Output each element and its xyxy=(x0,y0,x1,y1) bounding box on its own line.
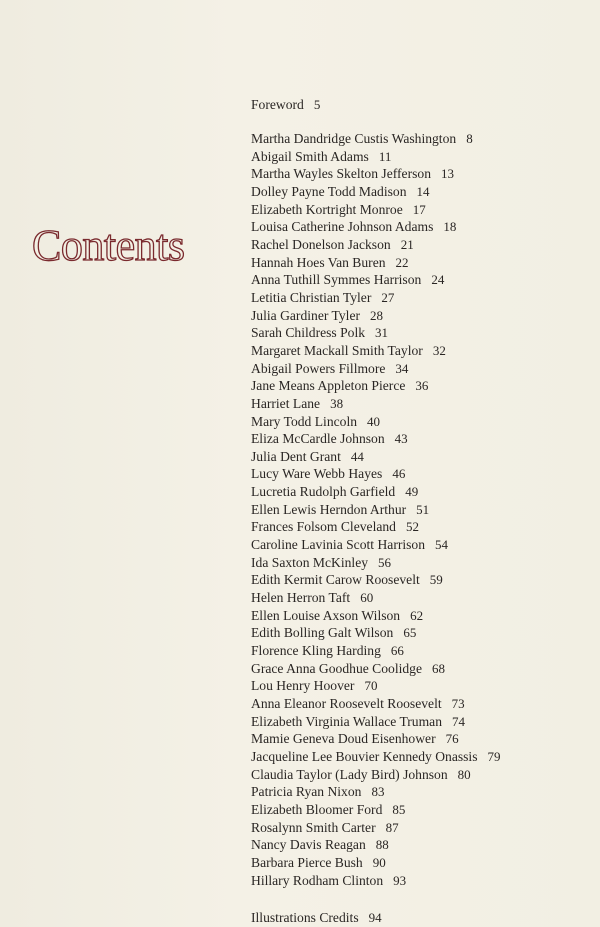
entry-name: Helen Herron Taft xyxy=(251,590,351,606)
toc-entry xyxy=(251,148,501,166)
entry-page-number: 34 xyxy=(395,360,409,376)
entry-page-number: 38 xyxy=(330,395,344,411)
entry-name: Nancy Davis Reagan xyxy=(251,837,366,853)
entry-name: Jacqueline Lee Bouvier Kennedy Onassis xyxy=(251,748,478,764)
entry-name: Claudia Taylor (Lady Bird) Johnson xyxy=(251,766,448,782)
entry-page-number: 79 xyxy=(487,748,501,764)
entry-page-number: 83 xyxy=(371,784,385,800)
toc-entry xyxy=(251,413,501,431)
toc-entry xyxy=(251,430,501,448)
toc-entry xyxy=(251,730,501,748)
entry-name: Lucy Ware Webb Hayes xyxy=(251,466,383,482)
contents-list xyxy=(251,130,501,889)
entry-name: Hillary Rodham Clinton xyxy=(251,872,384,888)
entry-name: Abigail Powers Fillmore xyxy=(251,360,386,376)
toc-entry xyxy=(251,254,501,272)
entry-page-number: 87 xyxy=(385,819,399,835)
entry-page-number: 73 xyxy=(451,696,465,711)
entry-name: Rachel Donelson Jackson xyxy=(251,236,391,252)
entry-page-number: 88 xyxy=(375,837,389,853)
entry-name: Martha Dandridge Custis Washington xyxy=(251,131,457,146)
toc-entry xyxy=(251,218,501,236)
toc-entry xyxy=(251,130,501,148)
toc-entry xyxy=(251,342,501,360)
entry-name: Elizabeth Bloomer Ford xyxy=(251,801,383,817)
entry-page-number: 43 xyxy=(394,431,408,447)
entry-name: Lucretia Rudolph Garfield xyxy=(251,484,396,500)
entry-title: Foreword xyxy=(251,97,304,112)
toc-entry xyxy=(251,448,501,466)
entry-name: Rosalynn Smith Carter xyxy=(251,819,376,835)
entry-page-number: 22 xyxy=(395,254,409,270)
entry-page-number: 14 xyxy=(416,183,430,199)
entry-page-number: 85 xyxy=(392,801,406,817)
entry-name: Jane Means Appleton Pierce xyxy=(251,378,406,394)
entry-page-number: 56 xyxy=(378,554,392,570)
toc-entry xyxy=(251,501,501,519)
entry-page-number: 46 xyxy=(392,466,406,482)
entry-page-number: 11 xyxy=(378,148,392,164)
entry-page-number: 59 xyxy=(429,572,443,588)
entry-name: Ellen Lewis Herndon Arthur xyxy=(251,501,407,517)
toc-entry xyxy=(251,624,501,642)
entry-name: Anna Tuthill Symmes Harrison xyxy=(251,272,422,288)
entry-page-number: 44 xyxy=(350,448,364,464)
toc-entry xyxy=(251,518,501,536)
entry-name: Abigail Smith Adams xyxy=(251,148,369,164)
entry-page-number: 60 xyxy=(360,590,374,606)
entry-name: Sarah Childress Polk xyxy=(251,325,366,341)
toc-entry xyxy=(251,571,501,589)
entry-page-number: 65 xyxy=(403,625,417,641)
entry-page-number: 40 xyxy=(367,413,381,429)
entry-name: Louisa Catherine Johnson Adams xyxy=(251,219,434,235)
entry-name: Letitia Christian Tyler xyxy=(251,289,372,305)
toc-entry xyxy=(251,713,501,731)
entry-name: Hannah Hoes Van Buren xyxy=(251,254,386,270)
toc-entry xyxy=(251,783,501,801)
toc-entry xyxy=(251,748,501,766)
entry-page-number: 90 xyxy=(372,854,386,870)
entry-page-number: 31 xyxy=(375,325,389,341)
toc-entry xyxy=(251,183,501,201)
entry-name: Anna Eleanor Roosevelt Roosevelt xyxy=(251,696,442,711)
entry-name: Ellen Louise Axson Wilson xyxy=(251,607,401,623)
entry-name: Edith Kermit Carow Roosevelt xyxy=(251,572,420,588)
toc-entry xyxy=(251,554,501,572)
entry-page-number: 74 xyxy=(452,713,466,729)
entry-page-number: 66 xyxy=(390,643,404,659)
entry-page-number: 5 xyxy=(313,97,321,112)
entry-name: Julia Dent Grant xyxy=(251,448,341,464)
entry-name: Lou Henry Hoover xyxy=(251,678,355,694)
entry-name: Julia Gardiner Tyler xyxy=(251,307,361,323)
toc-entry xyxy=(251,607,501,625)
entry-title: Illustrations Credits xyxy=(251,910,359,925)
contents-heading: Contents xyxy=(32,221,185,270)
entry-page-number: 80 xyxy=(457,766,471,782)
toc-entry xyxy=(251,289,501,307)
entry-name: Caroline Lavinia Scott Harrison xyxy=(251,537,426,553)
toc-entry xyxy=(251,801,501,819)
entry-page-number: 8 xyxy=(466,131,473,146)
entry-page-number: 68 xyxy=(432,660,446,676)
entry-page-number: 62 xyxy=(410,607,424,623)
entry-page-number: 13 xyxy=(441,166,454,182)
toc-entry xyxy=(251,695,501,713)
toc-entry xyxy=(251,819,501,837)
toc-entry xyxy=(251,324,501,342)
entry-page-number: 36 xyxy=(415,378,429,394)
entry-name: Eliza McCardle Johnson xyxy=(251,431,385,447)
toc-entry xyxy=(251,766,501,784)
entry-name: Ida Saxton McKinley xyxy=(251,554,369,570)
toc-entry xyxy=(251,465,501,483)
toc-entry xyxy=(251,836,501,854)
entry-page-number: 24 xyxy=(431,272,445,288)
entry-page-number: 32 xyxy=(432,342,446,358)
toc-entry xyxy=(251,642,501,660)
entry-page-number: 93 xyxy=(393,872,407,888)
entry-name: Patricia Ryan Nixon xyxy=(251,784,362,800)
entry-page-number: 49 xyxy=(405,484,419,500)
entry-page-number: 21 xyxy=(400,236,414,252)
toc-entry xyxy=(251,307,501,325)
toc-entry xyxy=(251,165,501,183)
toc-entry xyxy=(251,360,501,378)
entry-name: Frances Folsom Cleveland xyxy=(251,519,396,535)
entry-name: Grace Anna Goodhue Coolidge xyxy=(251,660,423,676)
entry-page-number: 76 xyxy=(445,731,459,747)
toc-entry xyxy=(251,395,501,413)
entry-page-number: 54 xyxy=(435,537,449,553)
entry-page-number: 17 xyxy=(412,201,426,217)
toc-entry xyxy=(251,660,501,678)
entry-page-number: 27 xyxy=(381,289,395,305)
toc-entry xyxy=(251,536,501,554)
entry-page-number: 94 xyxy=(368,910,382,925)
entry-name: Barbara Pierce Bush xyxy=(251,854,363,870)
entry-page-number: 51 xyxy=(416,501,430,517)
toc-entry xyxy=(251,589,501,607)
entry-name: Florence Kling Harding xyxy=(251,643,381,659)
entry-name: Edith Bolling Galt Wilson xyxy=(251,625,394,641)
toc-entry xyxy=(251,872,501,890)
toc-entry xyxy=(251,483,501,501)
toc-entry xyxy=(251,271,501,289)
entry-page-number: 70 xyxy=(364,678,378,694)
entry-name: Margaret Mackall Smith Taylor xyxy=(251,342,423,358)
foreword-entry xyxy=(251,96,320,114)
entry-name: Harriet Lane xyxy=(251,395,321,411)
entry-name: Martha Wayles Skelton Jefferson xyxy=(251,166,431,182)
entry-page-number: 28 xyxy=(370,307,384,323)
entry-name: Mary Todd Lincoln xyxy=(251,413,358,429)
toc-entry xyxy=(251,236,501,254)
entry-page-number: 18 xyxy=(443,219,457,235)
entry-name: Mamie Geneva Doud Eisenhower xyxy=(251,731,436,747)
entry-page-number: 52 xyxy=(405,519,419,535)
entry-name: Dolley Payne Todd Madison xyxy=(251,183,407,199)
toc-entry xyxy=(251,201,501,219)
toc-entry xyxy=(251,377,501,395)
entry-name: Elizabeth Kortright Monroe xyxy=(251,201,403,217)
credits-entry xyxy=(251,909,382,927)
entry-name: Elizabeth Virginia Wallace Truman xyxy=(251,713,443,729)
toc-entry xyxy=(251,854,501,872)
toc-entry xyxy=(251,677,501,695)
